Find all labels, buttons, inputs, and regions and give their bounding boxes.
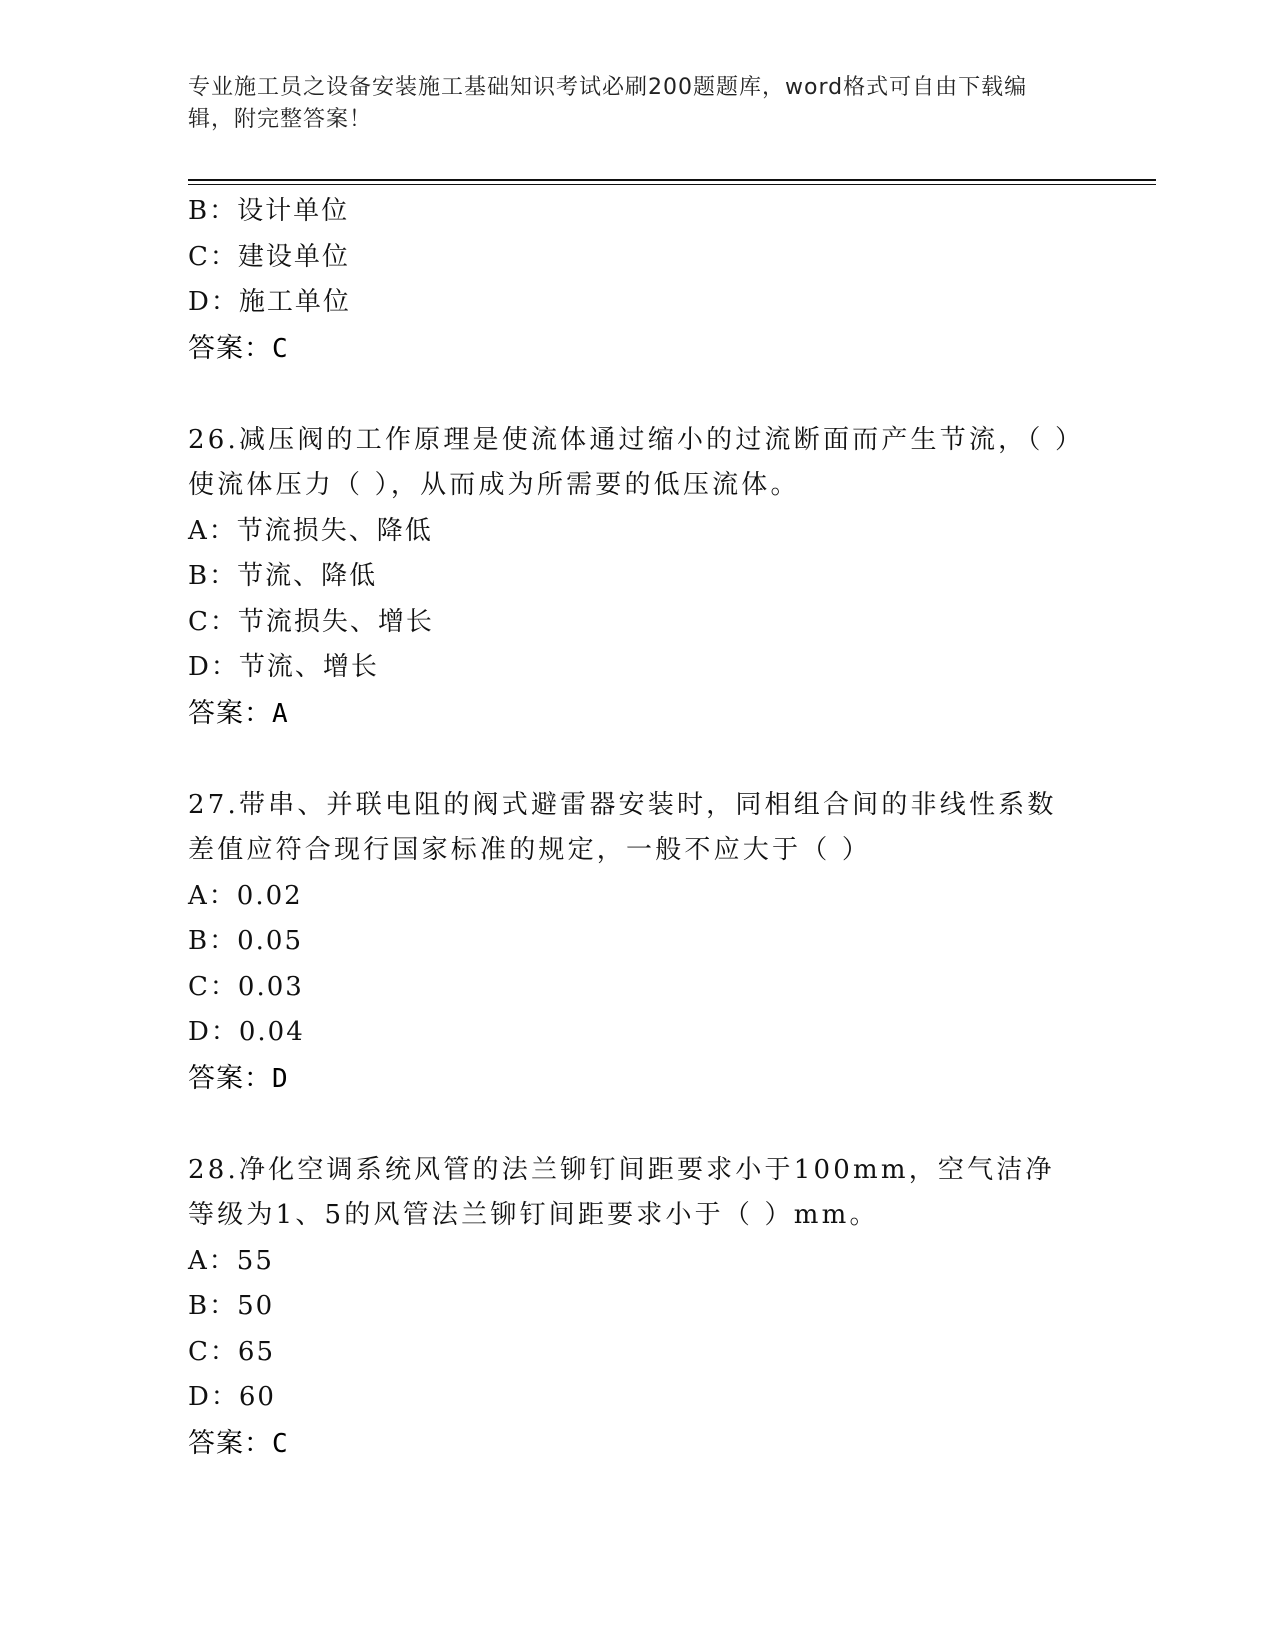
option-text: 节流、增长 bbox=[238, 652, 379, 682]
option-text: 0.05 bbox=[237, 926, 303, 956]
option-text: 设计单位 bbox=[237, 196, 350, 226]
answer-label: 答案： bbox=[188, 1062, 272, 1094]
answer-label: 答案： bbox=[188, 332, 272, 364]
option-c bbox=[188, 600, 1088, 646]
option-key: A： bbox=[188, 880, 237, 911]
option-key: C： bbox=[188, 1336, 238, 1367]
option-key: D： bbox=[188, 1382, 239, 1412]
answer-line bbox=[188, 691, 1088, 738]
question-28 bbox=[188, 1148, 1088, 1468]
option-text: 0.04 bbox=[238, 1017, 305, 1047]
option-key: B： bbox=[188, 1291, 238, 1321]
question-26 bbox=[188, 418, 1088, 738]
answer-label: 答案： bbox=[188, 1427, 272, 1459]
option-key: D： bbox=[188, 1017, 239, 1047]
option-text: 建设单位 bbox=[237, 241, 350, 272]
option-key: B： bbox=[188, 926, 238, 956]
answer-value: D bbox=[272, 1063, 289, 1094]
question-content bbox=[188, 189, 1088, 1467]
answer-value: C bbox=[272, 1428, 289, 1459]
option-text: 50 bbox=[237, 1291, 275, 1321]
question-stem bbox=[188, 418, 1078, 509]
question-number: 28. bbox=[188, 1154, 239, 1185]
answer-value: C bbox=[272, 333, 289, 364]
question-27 bbox=[188, 783, 1088, 1103]
page-header-title: 专业施工员之设备安装施工基础知识考试必刷200题题库，word格式可自由下载编辑，附完整答案！ bbox=[188, 75, 1028, 132]
spacer bbox=[188, 737, 1088, 783]
answer-line bbox=[188, 1421, 1088, 1468]
question-text: 减压阀的工作原理是使流体通过缩小的过流断面而产生节流，（ ）使流体压力（ ），从而成为所需要的低压流体。 bbox=[188, 424, 1072, 500]
option-text: 55 bbox=[236, 1245, 274, 1276]
option-text: 0.03 bbox=[237, 971, 304, 1002]
option-text: 节流、降低 bbox=[237, 561, 378, 591]
question-stem bbox=[188, 1148, 1078, 1239]
option-key: C： bbox=[188, 606, 238, 637]
answer-line bbox=[188, 326, 1088, 373]
option-c bbox=[188, 965, 1088, 1011]
option-key: B： bbox=[188, 196, 238, 226]
option-key: D： bbox=[188, 652, 239, 682]
option-a bbox=[188, 509, 1088, 555]
option-text: 节流损失、降低 bbox=[236, 515, 433, 546]
option-d bbox=[188, 1010, 1088, 1056]
option-text: 施工单位 bbox=[238, 287, 351, 317]
option-key: A： bbox=[188, 515, 237, 546]
header-rule-thin bbox=[188, 184, 1156, 185]
spacer bbox=[188, 372, 1088, 418]
option-key: D： bbox=[188, 287, 239, 317]
question-text: 带串、并联电阻的阀式避雷器安装时，同相组合间的非线性系数差值应符合现行国家标准的规定，一般不应大于（ ） bbox=[188, 789, 1057, 865]
option-d bbox=[188, 645, 1088, 691]
option-b bbox=[188, 1284, 1088, 1330]
prev-question bbox=[188, 189, 1088, 372]
option-b bbox=[188, 554, 1088, 600]
question-number: 27. bbox=[188, 789, 239, 820]
option-d bbox=[188, 280, 1088, 326]
answer-label: 答案： bbox=[188, 697, 272, 729]
question-stem bbox=[188, 783, 1078, 874]
option-c bbox=[188, 1330, 1088, 1376]
answer-line bbox=[188, 1056, 1088, 1103]
option-key: C： bbox=[188, 241, 238, 272]
answer-value: A bbox=[272, 698, 289, 729]
option-c bbox=[188, 235, 1088, 281]
header-rule-thick bbox=[188, 179, 1156, 181]
option-b bbox=[188, 189, 1088, 235]
option-text: 65 bbox=[237, 1336, 275, 1367]
option-b bbox=[188, 919, 1088, 965]
option-key: A： bbox=[188, 1245, 237, 1276]
option-a bbox=[188, 1239, 1088, 1285]
option-d bbox=[188, 1375, 1088, 1421]
option-key: B： bbox=[188, 561, 238, 591]
question-number: 26. bbox=[188, 424, 239, 455]
option-a bbox=[188, 874, 1088, 920]
option-text: 节流损失、增长 bbox=[237, 606, 434, 637]
spacer bbox=[188, 1102, 1088, 1148]
option-text: 60 bbox=[238, 1382, 276, 1412]
question-text: 净化空调系统风管的法兰铆钉间距要求小于100mm，空气洁净等级为1、5的风管法兰铆钉间距要求小于（ ）mm。 bbox=[188, 1154, 1055, 1230]
option-text: 0.02 bbox=[236, 880, 303, 911]
option-key: C： bbox=[188, 971, 238, 1002]
